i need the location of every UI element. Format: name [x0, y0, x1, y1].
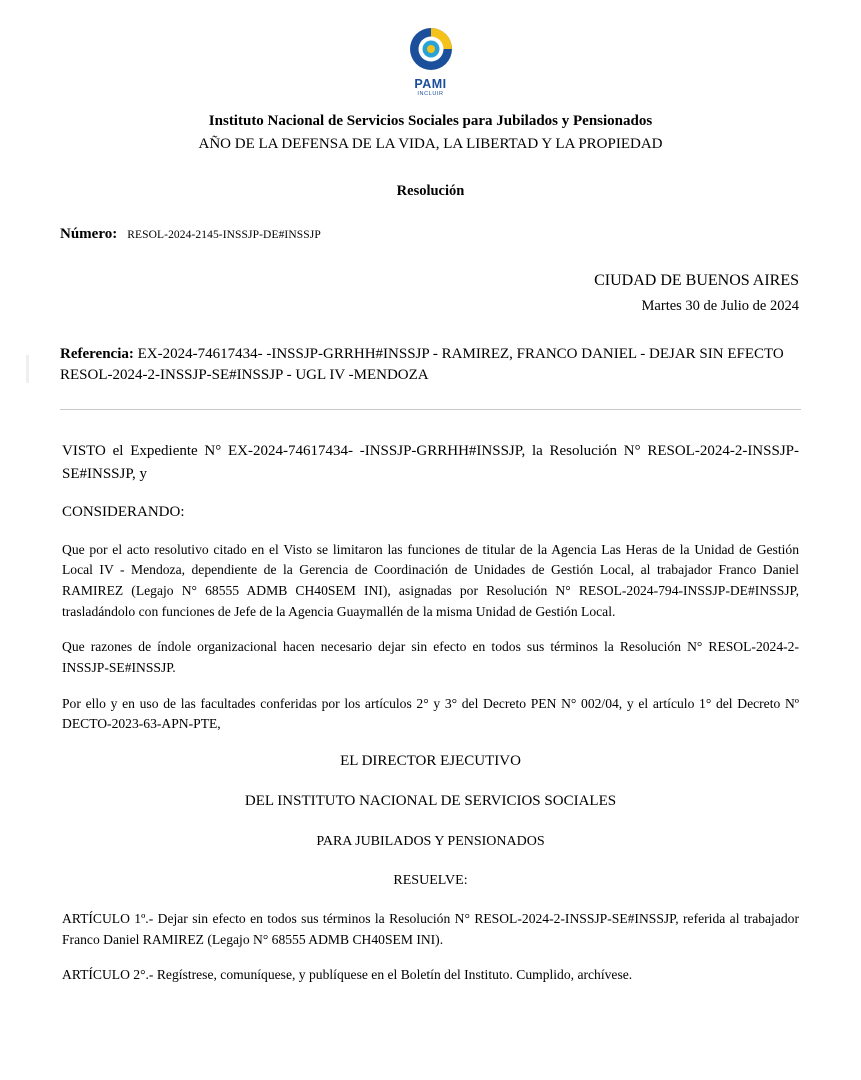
- numero-label: Número:: [60, 225, 118, 242]
- numero-value: RESOL-2024-2145-INSSJP-DE#INSSJP: [127, 228, 321, 241]
- city-text: CIUDAD DE BUENOS AIRES: [594, 271, 799, 289]
- considerando-paragraph-2: Que razones de índole organizacional hacen necesario dejar sin efecto en todos sus términos la Resolución N° RESOL-2024-2-INSSJP-SE#INSSJP.: [62, 639, 799, 675]
- document-type-title: Resolución: [396, 182, 465, 199]
- organization-name: Instituto Nacional de Servicios Sociales para Jubilados y Pensionados: [208, 113, 653, 129]
- date-text: Martes 30 de Julio de 2024: [641, 297, 799, 314]
- considerando-paragraph-1: Que por el acto resolutivo citado en el Visto se limitaron las funciones de titular de la Agencia Las Heras de la Unidad de Gestión Local IV - Mendoza, dependiente de la Gerencia de Coordinación de Unidades de Gestión Local, al trabajador Franco Daniel RAMIREZ (Legajo N° 68555 ADMB CH40SEM INI), asignadas por Resolución N° RESOL-2024-794-INSSJP-DE#INSSJP, trasladándolo con funciones de Jefe de la Agencia Guaymallén de la misma Unidad de Gestión Local.: [62, 541, 799, 619]
- header-divider: [60, 409, 801, 410]
- resuelve-label: RESUELVE:: [393, 872, 468, 888]
- pami-logo-wordmark: PAMI: [414, 77, 447, 91]
- reference-label: Referencia:: [60, 345, 134, 362]
- pami-logo: [32, 26, 829, 97]
- numero-row: [32, 226, 829, 243]
- pami-logo-tagline: INCLUIR: [417, 90, 444, 97]
- document-body: [32, 440, 829, 986]
- visto-paragraph: VISTO el Expediente N° EX-2024-74617434- -INSSJP-GRRHH#INSSJP, la Resolución N° RESOL-2024-2-INSSJP-SE#INSSJP, y: [62, 443, 799, 482]
- reference-text: EX-2024-74617434- -INSSJP-GRRHH#INSSJP - RAMIREZ, FRANCO DANIEL - DEJAR SIN EFECTO RESOL-2024-2-INSSJP-SE#INSSJP - UGL IV -MENDOZA: [60, 345, 784, 384]
- year-slogan: AÑO DE LA DEFENSA DE LA VIDA, LA LIBERTAD Y LA PROPIEDAD: [198, 136, 663, 153]
- articulo-2-paragraph: ARTÍCULO 2°.- Regístrese, comuníquese, y publíquese en el Boletín del Instituto. Cumplido, archívese.: [62, 967, 633, 983]
- pami-logo-icon: [408, 26, 454, 72]
- authority-line-1: EL DIRECTOR EJECUTIVO: [340, 752, 521, 769]
- articulo-1-paragraph: ARTÍCULO 1º.- Dejar sin efecto en todos sus términos la Resolución N° RESOL-2024-2-INSSJP-SE#INSSJP, referida al trabajador Franco Daniel RAMIREZ (Legajo N° 68555 ADMB CH40SEM INI).: [62, 910, 799, 947]
- considerando-label: CONSIDERANDO:: [62, 504, 185, 521]
- authority-line-3: PARA JUBILADOS Y PENSIONADOS: [316, 833, 545, 849]
- reference-block: [32, 344, 829, 388]
- authority-line-2: DEL INSTITUTO NACIONAL DE SERVICIOS SOCIALES: [244, 793, 617, 810]
- left-accent-bar: [26, 355, 29, 383]
- considerando-paragraph-3: Por ello y en uso de las facultades conferidas por los artículos 2° y 3° del Decreto PEN N° 002/04, y el artículo 1° del Decreto Nº DECTO-2023-63-APN-PTE,: [62, 695, 799, 732]
- place-date-block: [32, 269, 829, 318]
